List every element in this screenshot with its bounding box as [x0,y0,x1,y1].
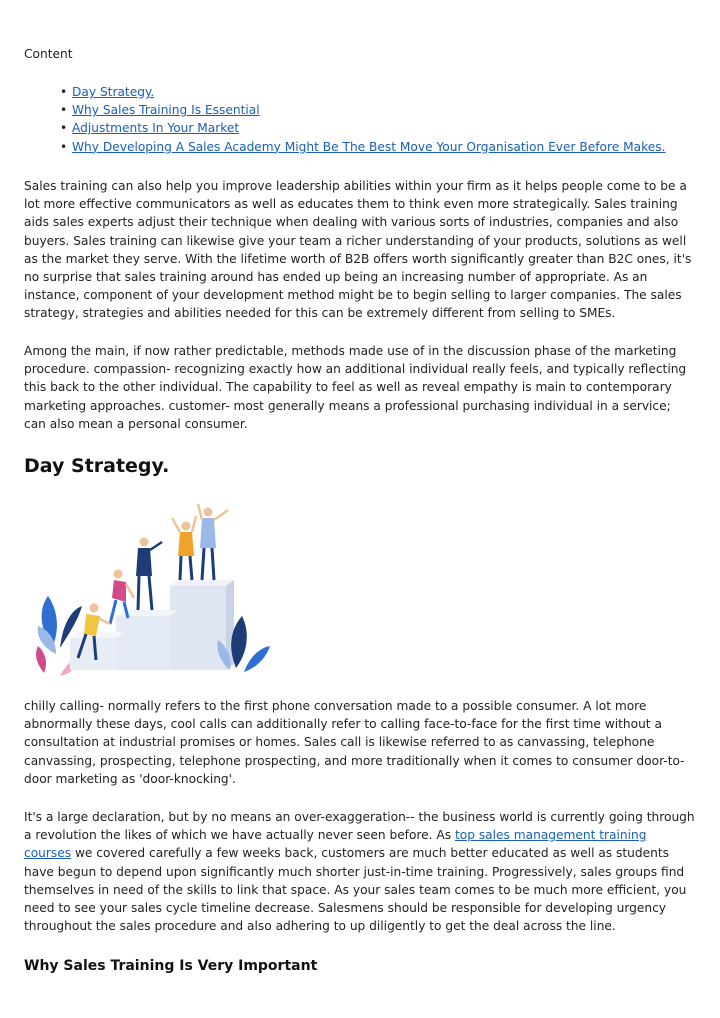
toc-link-day-strategy[interactable]: Day Strategy. [72,85,155,99]
toc-link-sales-academy[interactable]: Why Developing A Sales Academy Might Be The Best Move Your Organisation Ever Before Makes. [72,139,666,154]
toc-link-adjustments[interactable]: Adjustments In Your Market [72,121,240,136]
paragraph-chilly-calling: chilly calling- normally refers to the first phone conversation made to a possible consumer. A lot more abnormally these days, cool calls can additionally refer to calling face-to-face for the first time without a consultation at industrial promises or homes. Sales call is likewise referred to as canvassing, telephone canvassing, prospecting, telephone prospecting, and more traditionally when it comes to consumer door-to-door marketing as 'door-knocking'. [24,699,685,786]
section-heading-why-sales-training: Why Sales Training Is Very Important [24,958,318,974]
paragraph-sales-training-leadership: Sales training can also help you improve leadership abilities within your firm as it helps people come to be a lot more effective communicators as well as educates them to think even more strategically. Sales training aids sales experts adjust their technique when dealing with various sorts of industries, companies and also buyers. Sales training can likewise give your team a richer understanding of your products, solutions as well as the market they serve. With the lifetime worth of B2B offers worth significantly greater than B2C ones, it's no surprise that sales training around has ended up being an increasing number of appropriate. As an instance, component of your development method might be to begin selling to larger companies. The sales strategy, strategies and abilities needed for this can be extremely different from selling to SMEs. [24,179,692,321]
paragraph-compassion: Among the main, if now rather predictable, methods made use of in the discussion phase of the marketing procedure. compassion- recognizing exactly how an additional individual really feels, and typically reflecting this back to the other individual. The capability to feel as well as reveal empathy is main to contemporary marketing approaches. customer- most generally means a professional purchasing individual in a service; can also mean a personal consumer. [24,344,687,431]
person-top-1 [172,516,196,580]
paragraph-large-declaration [24,808,696,935]
person-top-2 [198,504,228,580]
toc-link-why-sales-training[interactable]: Why Sales Training Is Essential [72,103,260,118]
person-middle [136,538,162,611]
section-heading-day-strategy: Day Strategy. [24,455,170,477]
toc-item [72,138,665,156]
paragraph-text: It's a large declaration, but by no means an over-exaggeration-- the business world is currently going through a revolution the likes of which we have actually never seen before. As [24,810,695,843]
toc-title: Content [24,47,73,61]
toc-item [72,83,665,101]
business-team-illustration [30,498,270,678]
toc-item [72,119,665,137]
table-of-contents [24,83,665,156]
link-sales-management-training[interactable]: top sales management training courses [24,828,647,861]
paragraph-text: we covered carefully a few weeks back, customers are much better educated as well as students have begun to depend upon significantly much shorter just-in-time training. Progressively, sales groups find themselves in need of the skills to link that space. As your sales team comes to be much more efficient, you need to see your sales cycle timeline decrease. Salesmens should be responsible for developing urgency throughout the sales procedure and also adhering to up diligently to get the deal across the line. [24,846,687,934]
toc-item [72,101,665,119]
